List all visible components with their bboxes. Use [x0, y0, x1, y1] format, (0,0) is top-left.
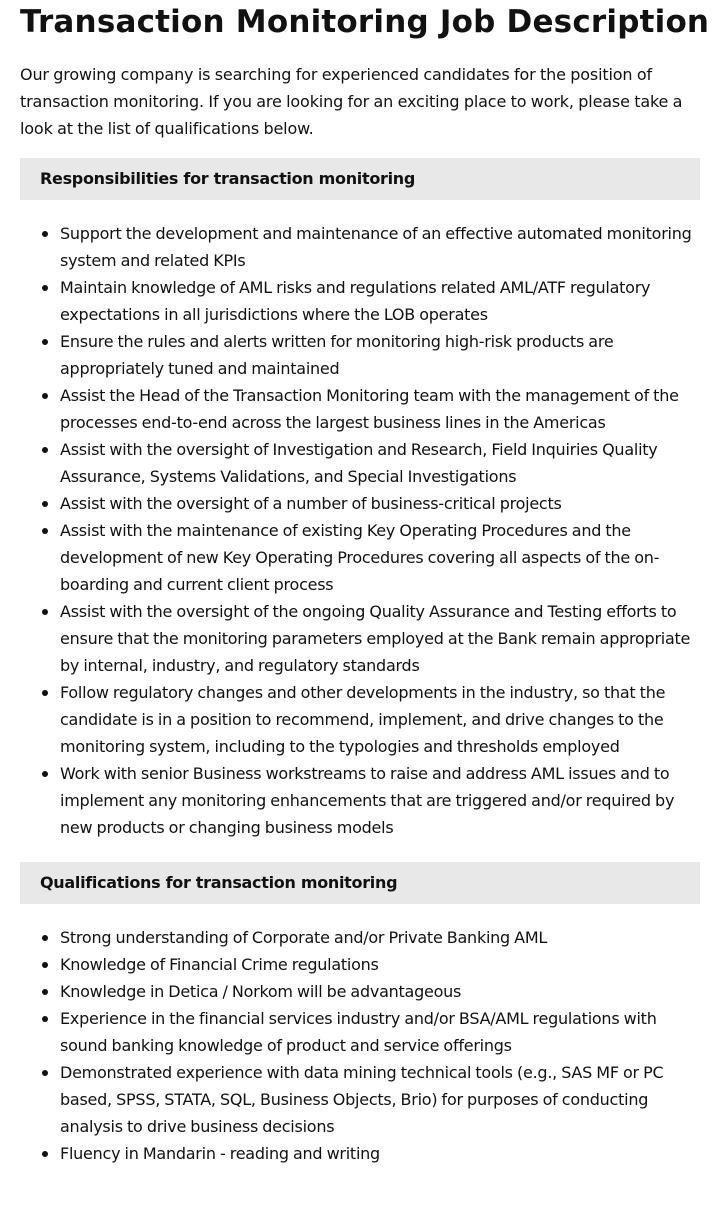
list-item: [20, 924, 700, 951]
page-title: Transaction Monitoring Job Description: [20, 4, 710, 40]
responsibilities-list: [20, 220, 700, 841]
bullet-icon: [42, 231, 48, 237]
bullet-icon: [42, 989, 48, 995]
responsibilities-heading: Responsibilities for transaction monitoring: [20, 158, 700, 200]
list-item-text: Assist with the oversight of the ongoing Quality Assurance and Testing efforts to ensure that the monitoring parameters employed at the Bank remain appropriate by internal, industry, and regulatory standards: [60, 602, 691, 675]
bullet-icon: [42, 285, 48, 291]
list-item: [20, 328, 700, 382]
list-item: [20, 760, 700, 841]
bullet-icon: [42, 447, 48, 453]
list-item-text: Knowledge in Detica / Norkom will be advantageous: [60, 982, 462, 1001]
list-item: [20, 598, 700, 679]
bullet-icon: [42, 771, 48, 777]
list-item: [20, 1005, 700, 1059]
list-item: [20, 517, 700, 598]
list-item: [20, 436, 700, 490]
list-item-text: Experience in the financial services industry and/or BSA/AML regulations with sound banking knowledge of product and service offerings: [60, 1009, 657, 1055]
bullet-icon: [42, 501, 48, 507]
bullet-icon: [42, 528, 48, 534]
list-item: [20, 274, 700, 328]
list-item-text: Ensure the rules and alerts written for monitoring high-risk products are appropriately tuned and maintained: [60, 332, 614, 378]
bullet-icon: [42, 393, 48, 399]
bullet-icon: [42, 962, 48, 968]
list-item-text: Support the development and maintenance of an effective automated monitoring system and related KPIs: [60, 224, 692, 270]
list-item-text: Work with senior Business workstreams to raise and address AML issues and to implement any monitoring enhancements that are triggered and/or required by new products or changing business models: [60, 764, 675, 837]
list-item-text: Follow regulatory changes and other developments in the industry, so that the candidate is in a position to recommend, implement, and drive changes to the monitoring system, including to the typologies and thresholds employed: [60, 683, 666, 756]
bullet-icon: [42, 339, 48, 345]
list-item: [20, 220, 700, 274]
qualifications-list: [20, 924, 700, 1167]
list-item-text: Knowledge of Financial Crime regulations: [60, 955, 379, 974]
list-item: [20, 490, 700, 517]
list-item: [20, 679, 700, 760]
bullet-icon: [42, 1016, 48, 1022]
bullet-icon: [42, 935, 48, 941]
list-item-text: Assist with the oversight of a number of business-critical projects: [60, 494, 562, 513]
list-item-text: Assist with the oversight of Investigation and Research, Field Inquiries Quality Assurance, Systems Validations, and Special Investigations: [60, 440, 658, 486]
list-item-text: Maintain knowledge of AML risks and regulations related AML/ATF regulatory expectations in all jurisdictions where the LOB operates: [60, 278, 651, 324]
list-item-text: Assist the Head of the Transaction Monitoring team with the management of the processes end-to-end across the largest business lines in the Americas: [60, 386, 679, 432]
list-item: [20, 382, 700, 436]
list-item-text: Assist with the maintenance of existing Key Operating Procedures and the development of new Key Operating Procedures covering all aspects of the on-boarding and current client process: [60, 521, 660, 594]
list-item: [20, 1140, 700, 1167]
list-item-text: Demonstrated experience with data mining technical tools (e.g., SAS MF or PC based, SPSS, STATA, SQL, Business Objects, Brio) for purposes of conducting analysis to drive business decisions: [60, 1063, 664, 1136]
list-item: [20, 1059, 700, 1140]
list-item-text: Fluency in Mandarin - reading and writing: [60, 1144, 380, 1163]
qualifications-heading: Qualifications for transaction monitoring: [20, 862, 700, 904]
list-item: [20, 978, 700, 1005]
list-item-text: Strong understanding of Corporate and/or Private Banking AML: [60, 928, 548, 947]
bullet-icon: [42, 1070, 48, 1076]
bullet-icon: [42, 690, 48, 696]
bullet-icon: [42, 1151, 48, 1157]
list-item: [20, 951, 700, 978]
bullet-icon: [42, 609, 48, 615]
intro-paragraph: Our growing company is searching for experienced candidates for the position of transaction monitoring. If you are looking for an exciting place to work, please take a look at the list of qualifications below.: [20, 65, 683, 138]
